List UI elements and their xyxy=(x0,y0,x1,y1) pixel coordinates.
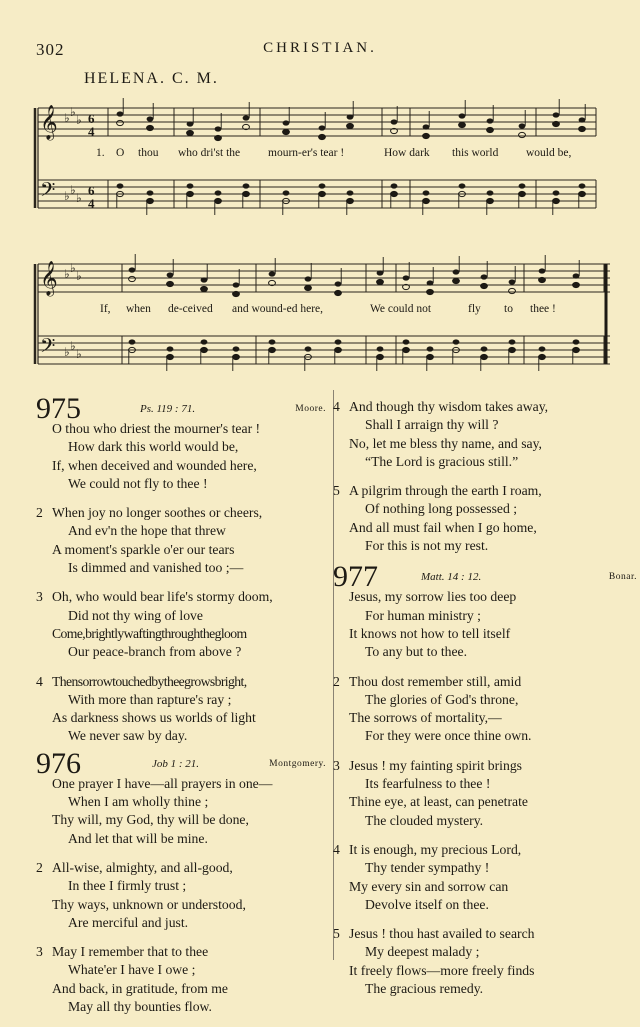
scripture-ref: Job 1 : 21. xyxy=(152,757,200,770)
note-head xyxy=(573,347,580,352)
verse-line: And back, in gratitude, from me xyxy=(52,980,228,996)
note-head xyxy=(335,347,342,352)
stanza-number: 4 xyxy=(333,399,340,414)
stanza xyxy=(333,482,623,555)
note-head xyxy=(319,134,326,139)
verse-line: May all thy bounties flow. xyxy=(68,999,212,1015)
note-head xyxy=(487,118,494,123)
note-head xyxy=(215,198,222,203)
lyric-word: when xyxy=(126,303,151,315)
verse-line: Thine eye, at least, can penetrate xyxy=(349,794,528,810)
verse-line: One prayer I have—all prayers in one— xyxy=(52,775,273,791)
note-head xyxy=(319,191,326,196)
note-head xyxy=(553,190,560,195)
note-head xyxy=(187,121,194,126)
stanza xyxy=(36,775,326,848)
note-head xyxy=(519,132,526,137)
stanza xyxy=(333,925,623,998)
note-head xyxy=(283,190,290,195)
scripture-ref: Ps. 119 : 71. xyxy=(140,403,196,415)
note-head xyxy=(403,275,410,280)
note-head xyxy=(579,183,586,188)
flat-sign: ♭ xyxy=(76,191,82,205)
verse-line: The gracious remedy. xyxy=(365,981,484,997)
lyric-word: de-ceived xyxy=(168,303,213,315)
note-head xyxy=(553,198,560,203)
time-signature: 6 xyxy=(88,183,95,198)
stanza-number: 2 xyxy=(333,673,340,689)
verse-line: Is dimmed and vanished too ;— xyxy=(68,560,244,576)
author-name: Montgomery. xyxy=(269,758,326,769)
verse-line: The sorrows of mortality,— xyxy=(349,710,502,726)
verse-line: It is enough, my precious Lord, xyxy=(349,841,522,857)
note-head xyxy=(215,126,222,131)
note-head xyxy=(147,190,154,195)
hymn-976 xyxy=(36,746,326,1017)
stanza xyxy=(333,673,623,746)
note-head xyxy=(147,198,154,203)
stanza-number: 2 xyxy=(36,505,43,521)
note-head xyxy=(377,270,384,275)
lyric-word: O xyxy=(116,147,125,159)
note-head xyxy=(481,354,488,359)
note-head xyxy=(201,277,208,282)
flat-sign: ♭ xyxy=(76,269,82,283)
note-head xyxy=(427,354,434,359)
stanza xyxy=(333,398,623,471)
note-head xyxy=(481,274,488,279)
stanza xyxy=(333,841,623,914)
flat-sign: ♭ xyxy=(70,339,76,353)
verse-line: And all must fail when I go home, xyxy=(349,519,537,535)
note-head xyxy=(509,339,516,344)
scripture-ref: Matt. 14 : 12. xyxy=(421,571,482,584)
verse-line: And though thy wisdom takes away, xyxy=(349,399,549,414)
note-head xyxy=(553,121,560,126)
note-head xyxy=(427,280,434,285)
verse-line: Jesus ! thou hast availed to search xyxy=(349,926,535,942)
lyric-word: this world xyxy=(452,147,499,159)
stanza xyxy=(36,504,326,577)
stanza-number: 4 xyxy=(333,841,340,857)
stanza-number: 3 xyxy=(36,944,43,960)
note-head xyxy=(487,198,494,203)
left-column xyxy=(36,392,326,1027)
music-score xyxy=(0,0,640,400)
note-head xyxy=(459,113,466,118)
hymn-975 xyxy=(36,392,326,746)
note-head xyxy=(539,354,546,359)
tune-title: HELENA. C. M. xyxy=(84,70,219,87)
note-head xyxy=(347,123,354,128)
verse-line: Jesus, my sorrow lies too deep xyxy=(349,589,517,605)
note-head xyxy=(539,346,546,351)
note-head xyxy=(243,115,250,120)
lyric-word: 1. xyxy=(96,147,105,159)
verse-line: Oh, who would bear life's stormy doom, xyxy=(52,589,273,605)
verse-line: For they were once thine own. xyxy=(365,728,532,744)
running-title: CHRISTIAN. xyxy=(263,40,377,56)
flat-sign: ♭ xyxy=(76,113,82,127)
hymn-number: 977 xyxy=(333,560,378,594)
note-head xyxy=(573,339,580,344)
note-head xyxy=(453,269,460,274)
note-head xyxy=(423,124,430,129)
note-head xyxy=(187,130,194,135)
verse-line: Whate'er I have I owe ; xyxy=(68,962,196,978)
lyric-word: fly xyxy=(468,303,481,315)
verse-line: We could not fly to thee ! xyxy=(68,475,208,491)
lyric-word: who dri'st the xyxy=(178,147,241,159)
verse-line: With more than rapture's ray ; xyxy=(68,691,232,707)
note-head xyxy=(377,279,384,284)
note-head xyxy=(579,126,586,131)
note-head xyxy=(147,125,154,130)
flat-sign: ♭ xyxy=(70,105,76,119)
verse-line: Thy ways, unknown or understood, xyxy=(52,896,246,912)
verse-line: If, when deceived and wounded here, xyxy=(52,457,257,473)
note-head xyxy=(509,279,516,284)
flat-sign: ♭ xyxy=(64,345,70,359)
lyric-word: and wound-ed here, xyxy=(232,303,324,315)
note-head xyxy=(509,288,516,293)
verse-line: A pilgrim through the earth I roam, xyxy=(349,483,542,499)
verse-line: All-wise, almighty, and all-good, xyxy=(52,859,233,875)
verse-line: Are merciful and just. xyxy=(68,914,189,930)
verse-line: Its fearfulness to thee ! xyxy=(365,776,491,792)
note-head xyxy=(403,339,410,344)
note-head xyxy=(305,285,312,290)
note-head xyxy=(347,198,354,203)
lyric-word: thou xyxy=(138,147,159,159)
note-head xyxy=(487,127,494,132)
hymn-976-continued xyxy=(333,398,623,555)
hymn-header xyxy=(36,392,326,428)
verse-line: Thy tender sympathy ! xyxy=(365,860,490,876)
lyric-word: mourn-er's tear ! xyxy=(268,147,345,159)
note-head xyxy=(391,183,398,188)
stanza-number: 2 xyxy=(36,859,43,875)
note-head xyxy=(347,114,354,119)
stanza-number: 3 xyxy=(333,757,340,773)
flat-sign: ♭ xyxy=(70,183,76,197)
treble-clef: 𝄞 xyxy=(40,105,58,140)
verse-line: No, let me bless thy name, and say, xyxy=(349,435,542,451)
verse-line: Devolve itself on thee. xyxy=(365,896,489,912)
stanza xyxy=(333,757,623,830)
verse-line: And let that will be mine. xyxy=(68,830,208,846)
stanza xyxy=(36,859,326,932)
treble-clef: 𝄞 xyxy=(40,261,58,296)
verse-line: Thou dost remember still, amid xyxy=(349,673,522,689)
right-column xyxy=(333,398,637,1009)
note-head xyxy=(201,347,208,352)
verse-line: A moment's sparkle o'er our tears xyxy=(52,541,235,557)
flat-sign: ♭ xyxy=(64,267,70,281)
stanza xyxy=(36,943,326,1016)
note-head xyxy=(579,117,586,122)
note-head xyxy=(347,190,354,195)
note-head xyxy=(539,268,546,273)
note-head xyxy=(283,120,290,125)
stanza-number: 4 xyxy=(36,673,43,689)
note-head xyxy=(167,354,174,359)
note-head xyxy=(187,191,194,196)
note-head xyxy=(201,339,208,344)
note-head xyxy=(117,183,124,188)
lyric-word: thee ! xyxy=(530,303,556,315)
lyric-word: would be, xyxy=(526,147,572,159)
time-signature: 4 xyxy=(88,124,95,139)
note-head xyxy=(481,283,488,288)
note-head xyxy=(423,133,430,138)
note-head xyxy=(305,276,312,281)
lyric-word: We could not xyxy=(370,303,432,315)
note-head xyxy=(215,190,222,195)
lyric-word: How dark xyxy=(384,147,430,159)
verse-line: “The Lord is gracious still.” xyxy=(365,453,519,469)
note-head xyxy=(459,183,466,188)
verse-line: O thou who driest the mourner's tear ! xyxy=(52,421,261,436)
note-head xyxy=(553,112,560,117)
note-head xyxy=(233,346,240,351)
verse-line: The glories of God's throne, xyxy=(365,691,519,707)
verse-line: It knows not how to tell itself xyxy=(349,625,511,641)
flat-sign: ♭ xyxy=(64,111,70,125)
note-head xyxy=(233,354,240,359)
verse-line: Shall I arraign thy will ? xyxy=(365,417,499,433)
stanza-number: 3 xyxy=(36,589,43,605)
verse-line: Thensorrowtouchedbytheegrowsbright, xyxy=(52,673,247,689)
lyric-word: to xyxy=(504,303,513,315)
note-head xyxy=(243,183,250,188)
verse-line: When joy no longer soothes or cheers, xyxy=(52,505,263,521)
note-head xyxy=(427,346,434,351)
verse-line: It freely flows—more freely finds xyxy=(349,962,535,978)
verse-line: To any but to thee. xyxy=(365,644,468,660)
verse-line: For this is not my rest. xyxy=(365,538,489,554)
note-head xyxy=(487,190,494,195)
note-head xyxy=(147,116,154,121)
note-head xyxy=(117,120,124,125)
note-head xyxy=(167,272,174,277)
hymn-977 xyxy=(333,560,637,998)
hymn-number: 975 xyxy=(36,392,81,425)
verse-line: My every sin and sorrow can xyxy=(349,878,509,894)
note-head xyxy=(377,354,384,359)
bass-clef: 𝄢 xyxy=(40,178,56,206)
verse-line: Jesus ! my fainting spirit brings xyxy=(349,757,522,773)
note-head xyxy=(403,347,410,352)
verse-line: And ev'n the hope that threw xyxy=(68,523,226,539)
note-head xyxy=(129,276,136,281)
note-head xyxy=(573,273,580,278)
hymn-header xyxy=(333,560,637,596)
verse-line: We never saw by day. xyxy=(68,728,188,744)
verse-line: In thee I firmly trust ; xyxy=(68,878,187,894)
note-head xyxy=(167,281,174,286)
stanza-number: 5 xyxy=(333,926,340,942)
time-signature: 6 xyxy=(88,111,95,126)
note-head xyxy=(423,198,430,203)
stanza xyxy=(36,420,326,493)
stanza xyxy=(36,673,326,746)
verse-line: When I am wholly thine ; xyxy=(68,794,209,810)
note-head xyxy=(269,271,276,276)
flat-sign: ♭ xyxy=(64,189,70,203)
note-head xyxy=(187,183,194,188)
note-head xyxy=(283,129,290,134)
verse-line: How dark this world would be, xyxy=(68,439,239,455)
verse-line: As darkness shows us worlds of light xyxy=(52,710,256,726)
note-head xyxy=(427,289,434,294)
author-name: Bonar. xyxy=(608,572,637,583)
note-head xyxy=(129,267,136,272)
note-head xyxy=(335,339,342,344)
verse-line: Of nothing long possessed ; xyxy=(365,501,518,517)
note-head xyxy=(391,119,398,124)
hymn-number: 976 xyxy=(36,746,81,780)
verse-line: May I remember that to thee xyxy=(52,944,209,960)
page-number: 302 xyxy=(36,40,65,59)
note-head xyxy=(539,277,546,282)
note-head xyxy=(519,191,526,196)
verse-line: For human ministry ; xyxy=(365,607,481,623)
note-head xyxy=(579,191,586,196)
note-head xyxy=(423,190,430,195)
note-head xyxy=(335,290,342,295)
flat-sign: ♭ xyxy=(70,261,76,275)
stanza xyxy=(36,588,326,661)
note-head xyxy=(335,281,342,286)
lyric-word: If, xyxy=(100,303,111,315)
note-head xyxy=(319,125,326,130)
verse-line: Thy will, my God, thy will be done, xyxy=(52,812,249,828)
note-head xyxy=(305,346,312,351)
verse-line: Our peace-branch from above ? xyxy=(68,644,242,660)
verse-line: Come,brightlywaftingthroughthegloom xyxy=(52,625,247,641)
note-head xyxy=(269,347,276,352)
note-head xyxy=(233,282,240,287)
author-name: Moore. xyxy=(295,404,326,414)
stanza-number: 5 xyxy=(333,483,340,499)
note-head xyxy=(519,183,526,188)
note-head xyxy=(201,286,208,291)
stanza xyxy=(333,588,623,661)
note-head xyxy=(453,278,460,283)
note-head xyxy=(117,111,124,116)
verse-line: My deepest malady ; xyxy=(365,944,480,960)
note-head xyxy=(377,346,384,351)
verse-line: The clouded mystery. xyxy=(365,812,484,828)
note-head xyxy=(269,339,276,344)
note-head xyxy=(481,346,488,351)
flat-sign: ♭ xyxy=(76,347,82,361)
note-head xyxy=(573,282,580,287)
note-head xyxy=(459,122,466,127)
verse-line: Did not thy wing of love xyxy=(68,607,203,623)
note-head xyxy=(391,191,398,196)
note-head xyxy=(129,339,136,344)
note-head xyxy=(453,339,460,344)
note-head xyxy=(167,346,174,351)
note-head xyxy=(233,291,240,296)
time-signature: 4 xyxy=(88,196,95,211)
note-head xyxy=(319,183,326,188)
note-head xyxy=(215,135,222,140)
hymn-header xyxy=(36,746,326,783)
bass-clef: 𝄢 xyxy=(40,334,56,362)
note-head xyxy=(243,191,250,196)
note-head xyxy=(519,123,526,128)
note-head xyxy=(509,347,516,352)
